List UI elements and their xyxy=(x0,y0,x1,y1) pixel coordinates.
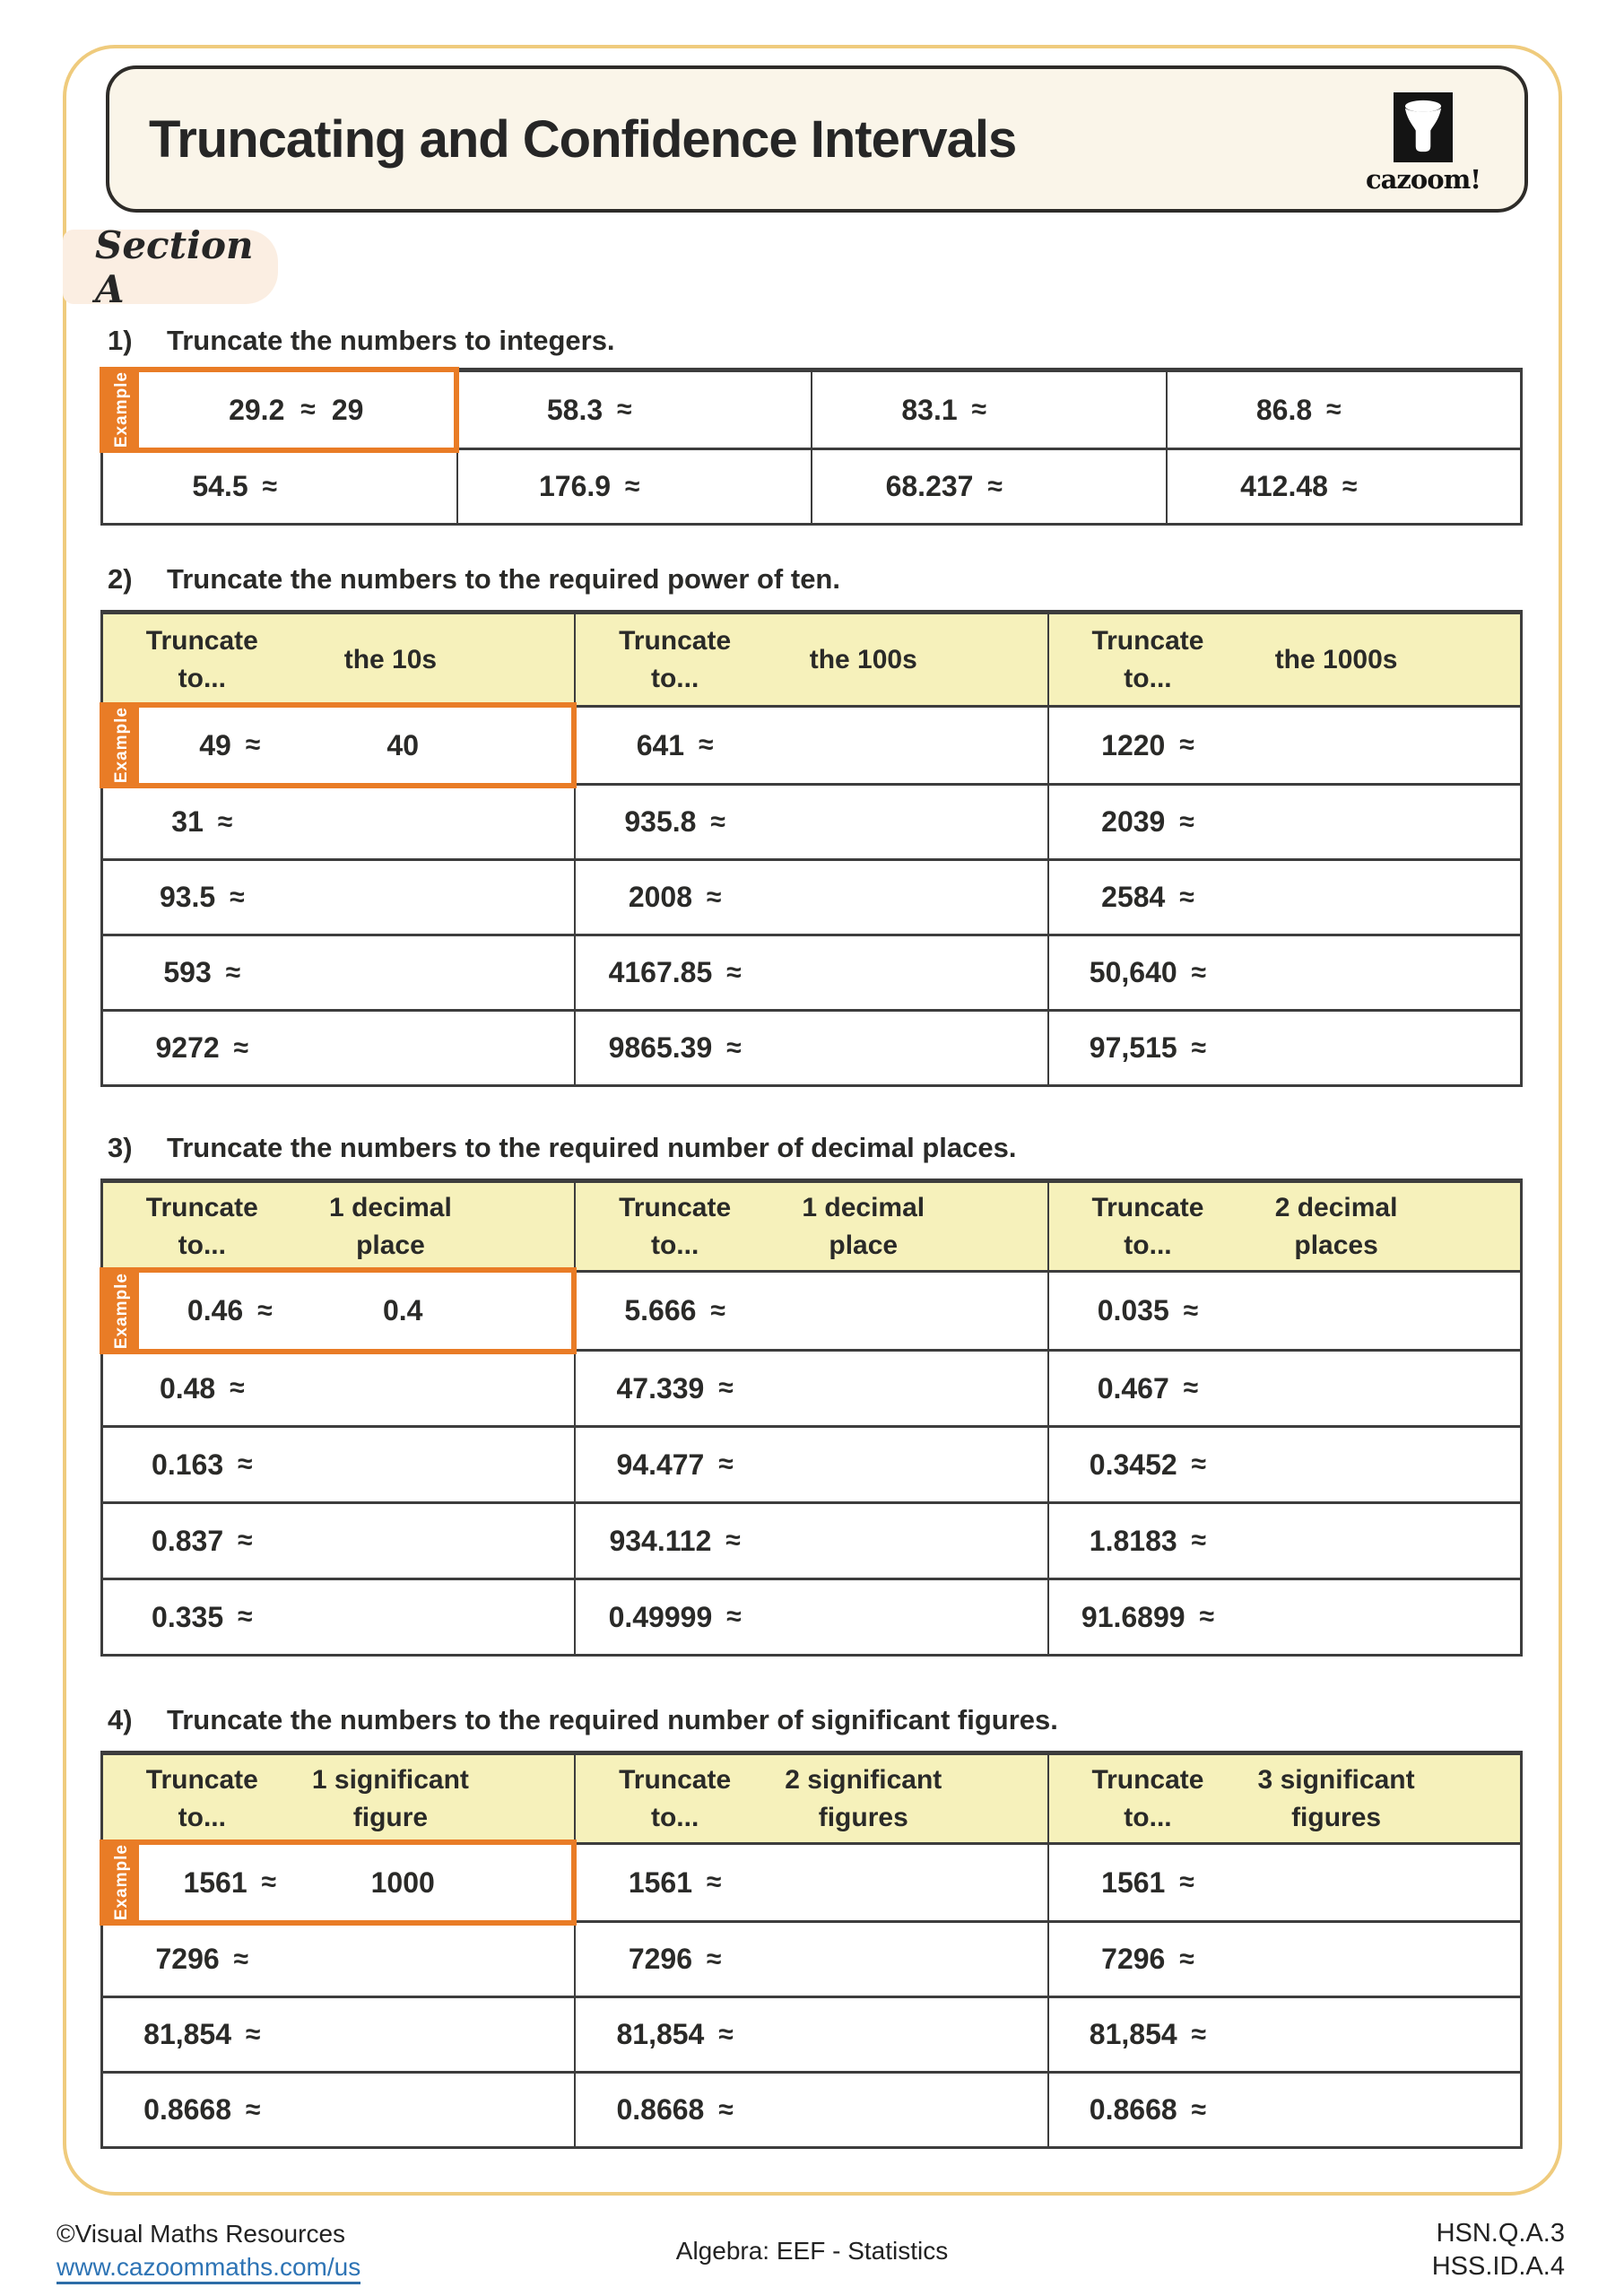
standard-code: HSN.Q.A.3 xyxy=(1436,2219,1565,2248)
table-cell: 0.035 ≈ xyxy=(1047,1273,1520,1349)
table-row xyxy=(103,2071,1520,2146)
table-cell: 97,515 ≈ xyxy=(1047,1012,1520,1084)
table-row xyxy=(103,858,1520,934)
approx-symbol: ≈ xyxy=(233,1944,249,1974)
table-cell: 935.8 ≈ xyxy=(574,786,1046,858)
table-cell-example xyxy=(103,1273,574,1349)
approx-symbol: ≈ xyxy=(300,395,316,424)
table-cell: 81,854 ≈ xyxy=(574,1998,1046,2071)
approx-symbol: ≈ xyxy=(1191,1032,1207,1063)
approx-symbol: ≈ xyxy=(246,2019,261,2049)
table-cell: 1561 ≈ xyxy=(1047,1845,1520,1920)
example-box: Example 49 ≈ 40 xyxy=(100,702,577,788)
table-cell: 93.5 ≈ xyxy=(159,881,245,913)
table-cell: 47.339 ≈ xyxy=(574,1352,1046,1425)
approx-symbol: ≈ xyxy=(707,882,722,912)
table-header-cell: Truncate to... the 1000s xyxy=(1047,614,1520,705)
table-row xyxy=(103,372,1520,448)
table-row xyxy=(103,1009,1520,1084)
approx-symbol: ≈ xyxy=(1199,1602,1215,1631)
table-cell: 7296 ≈ xyxy=(574,1923,1046,1996)
table-cell: 0.8668 ≈ xyxy=(574,2074,1046,2146)
cazoom-logo-icon xyxy=(1394,92,1453,162)
table-row xyxy=(103,1578,1520,1654)
table-cell: 7296 ≈ xyxy=(1047,1923,1520,1996)
approx-symbol: ≈ xyxy=(617,395,632,424)
approx-symbol: ≈ xyxy=(238,1449,253,1479)
table-header-cell: Truncate to... the 100s xyxy=(574,614,1046,705)
table-cell: 0.335 ≈ xyxy=(152,1600,253,1633)
page-title: Truncating and Confidence Intervals xyxy=(149,109,1017,169)
question-2: 2) Truncate the numbers to the required power of ten. xyxy=(108,563,840,595)
table-header-row xyxy=(103,614,1520,708)
table-cell: 83.1 ≈ xyxy=(811,372,1166,448)
table-cell-example xyxy=(103,708,574,783)
table-cell: 68.237 ≈ xyxy=(811,450,1166,523)
table-decimal-places xyxy=(100,1178,1523,1657)
table-cell-example xyxy=(103,1845,574,1920)
approx-symbol: ≈ xyxy=(238,1526,253,1555)
table-header-cell: Truncate to... 1 decimal place xyxy=(574,1183,1046,1270)
table-row xyxy=(103,1273,1520,1349)
approx-symbol: ≈ xyxy=(246,2094,261,2125)
approx-symbol: ≈ xyxy=(726,957,742,987)
example-answer: 0.4 xyxy=(382,1294,423,1326)
table-cell: 0.837 ≈ xyxy=(152,1524,253,1557)
example-box: Example 0.46 ≈ 0.4 xyxy=(100,1267,577,1354)
table-cell: 7296 ≈ xyxy=(155,1943,249,1975)
table-cell: 0.49999 ≈ xyxy=(574,1580,1046,1654)
table-cell: 934.112 ≈ xyxy=(574,1504,1046,1578)
approx-symbol: ≈ xyxy=(1191,1449,1207,1479)
example-answer: 1000 xyxy=(370,1866,435,1899)
approx-symbol: ≈ xyxy=(1179,1944,1194,1974)
table-row xyxy=(103,1501,1520,1578)
table-cell: 2039 ≈ xyxy=(1047,786,1520,858)
approx-symbol: ≈ xyxy=(1342,471,1358,501)
table-header-cell: Truncate to... 2 significant figures xyxy=(574,1755,1046,1842)
approx-symbol: ≈ xyxy=(1183,1295,1199,1326)
table-cell: 58.3 ≈ xyxy=(456,372,812,448)
table-cell: 94.477 ≈ xyxy=(574,1428,1046,1501)
table-cell-example xyxy=(103,372,456,448)
approx-symbol: ≈ xyxy=(625,471,640,501)
approx-symbol: ≈ xyxy=(238,1602,253,1631)
question-1: 1) Truncate the numbers to integers. xyxy=(108,325,615,356)
table-row xyxy=(103,934,1520,1009)
table-row xyxy=(103,1845,1520,1920)
approx-symbol: ≈ xyxy=(233,1032,249,1063)
table-header-cell: Truncate to... 1 significant figure xyxy=(145,1764,469,1832)
table-cell: 0.3452 ≈ xyxy=(1047,1428,1520,1501)
approx-symbol: ≈ xyxy=(1191,1526,1207,1555)
table-cell: 0.8668 ≈ xyxy=(1047,2074,1520,2146)
table-cell: 2008 ≈ xyxy=(574,861,1046,934)
table-powers-of-ten xyxy=(100,610,1523,1087)
approx-symbol: ≈ xyxy=(699,730,714,760)
example-tab: Example xyxy=(105,708,139,783)
table-header-cell: Truncate to... 2 decimal places xyxy=(1047,1183,1520,1270)
approx-symbol: ≈ xyxy=(710,1295,725,1326)
table-cell: 593 ≈ xyxy=(163,956,241,988)
approx-symbol: ≈ xyxy=(718,2094,734,2125)
example-answer: 40 xyxy=(386,728,419,761)
table-header-row xyxy=(103,1183,1520,1273)
approx-symbol: ≈ xyxy=(718,1373,734,1403)
example-tab: Example xyxy=(105,1273,139,1349)
table-cell: 31 ≈ xyxy=(171,805,233,838)
table-cell: 54.5 ≈ xyxy=(192,470,278,502)
table-cell: 641 ≈ xyxy=(574,708,1046,783)
approx-symbol: ≈ xyxy=(230,882,245,912)
approx-symbol: ≈ xyxy=(1191,2094,1207,2125)
example-tab: Example xyxy=(105,1845,139,1920)
table-row xyxy=(103,1349,1520,1425)
approx-symbol: ≈ xyxy=(707,1944,722,1974)
approx-symbol: ≈ xyxy=(261,1867,277,1897)
table-row xyxy=(103,1996,1520,2071)
approx-symbol: ≈ xyxy=(1183,1373,1199,1403)
table-cell: 9865.39 ≈ xyxy=(574,1012,1046,1084)
approx-symbol: ≈ xyxy=(1191,957,1207,987)
table-cell: 0.48 ≈ xyxy=(159,1371,245,1405)
footer-category: Algebra: EEF - Statistics xyxy=(675,2237,949,2265)
section-a-label: Section A xyxy=(63,230,278,304)
table-row xyxy=(103,448,1520,523)
table-cell: 1220 ≈ xyxy=(1047,708,1520,783)
table-cell: 2584 ≈ xyxy=(1047,861,1520,934)
table-header-cell: Truncate to... 3 significant figures xyxy=(1047,1755,1520,1842)
table-cell: 0.163 ≈ xyxy=(152,1448,253,1481)
table-row xyxy=(103,708,1520,783)
table-cell: 86.8 ≈ xyxy=(1166,372,1521,448)
table-cell: 50,640 ≈ xyxy=(1047,936,1520,1009)
table-cell: 81,854 ≈ xyxy=(143,2018,261,2050)
example-answer: 29 xyxy=(331,393,364,426)
approx-symbol: ≈ xyxy=(230,1373,245,1403)
table-significant-figures xyxy=(100,1751,1523,2149)
approx-symbol: ≈ xyxy=(726,1602,742,1631)
question-3: 3) Truncate the numbers to the required number of decimal places. xyxy=(108,1132,1017,1163)
approx-symbol: ≈ xyxy=(987,471,1003,501)
example-box: Example 1561 ≈ 1000 xyxy=(100,1839,577,1926)
approx-symbol: ≈ xyxy=(718,1449,734,1479)
approx-symbol: ≈ xyxy=(245,730,261,760)
cazoom-logo xyxy=(1365,92,1481,195)
table-header-row xyxy=(103,1755,1520,1845)
table-header-cell: Truncate to... the 10s xyxy=(145,625,438,693)
approx-symbol: ≈ xyxy=(217,806,233,837)
table-header-cell: Truncate to... 1 decimal place xyxy=(145,1192,452,1260)
table-integers xyxy=(100,368,1523,526)
approx-symbol: ≈ xyxy=(725,1526,741,1555)
table-row xyxy=(103,783,1520,858)
approx-symbol: ≈ xyxy=(971,395,987,424)
approx-symbol: ≈ xyxy=(1179,882,1194,912)
title-box xyxy=(106,65,1528,213)
table-cell: 9272 ≈ xyxy=(155,1031,249,1064)
table-cell: 1561 ≈ xyxy=(574,1845,1046,1920)
approx-symbol: ≈ xyxy=(225,957,241,987)
approx-symbol: ≈ xyxy=(1191,2019,1207,2049)
approx-symbol: ≈ xyxy=(1179,806,1194,837)
approx-symbol: ≈ xyxy=(1179,730,1194,760)
approx-symbol: ≈ xyxy=(707,1867,722,1897)
table-cell: 0.467 ≈ xyxy=(1047,1352,1520,1425)
example-tab: Example xyxy=(105,372,139,448)
approx-symbol: ≈ xyxy=(718,2019,734,2049)
footer-standards xyxy=(1432,2217,1565,2283)
table-cell: 412.48 ≈ xyxy=(1166,450,1521,523)
cazoom-logo-text: cazoom! xyxy=(1365,164,1481,195)
table-cell: 4167.85 ≈ xyxy=(574,936,1046,1009)
standard-code: HSS.ID.A.4 xyxy=(1431,2252,1565,2281)
approx-symbol: ≈ xyxy=(1179,1867,1194,1897)
table-row xyxy=(103,1425,1520,1501)
approx-symbol: ≈ xyxy=(1326,395,1342,424)
approx-symbol: ≈ xyxy=(262,471,278,501)
approx-symbol: ≈ xyxy=(710,806,725,837)
copyright-text: ©Visual Maths Resources xyxy=(56,2220,346,2248)
approx-symbol: ≈ xyxy=(257,1295,273,1326)
table-cell: 81,854 ≈ xyxy=(1047,1998,1520,2071)
table-cell: 5.666 ≈ xyxy=(574,1273,1046,1349)
cazoom-website-link[interactable]: www.cazoommaths.com/us xyxy=(56,2253,360,2284)
question-4: 4) Truncate the numbers to the required number of significant figures. xyxy=(108,1704,1058,1735)
table-row xyxy=(103,1920,1520,1996)
table-cell: 1.8183 ≈ xyxy=(1047,1504,1520,1578)
table-cell: 176.9 ≈ xyxy=(456,450,812,523)
table-cell: 91.6899 ≈ xyxy=(1047,1580,1520,1654)
table-cell: 0.8668 ≈ xyxy=(143,2093,261,2126)
example-box: Example 29.2 ≈ 29 xyxy=(100,367,459,453)
approx-symbol: ≈ xyxy=(726,1032,742,1063)
